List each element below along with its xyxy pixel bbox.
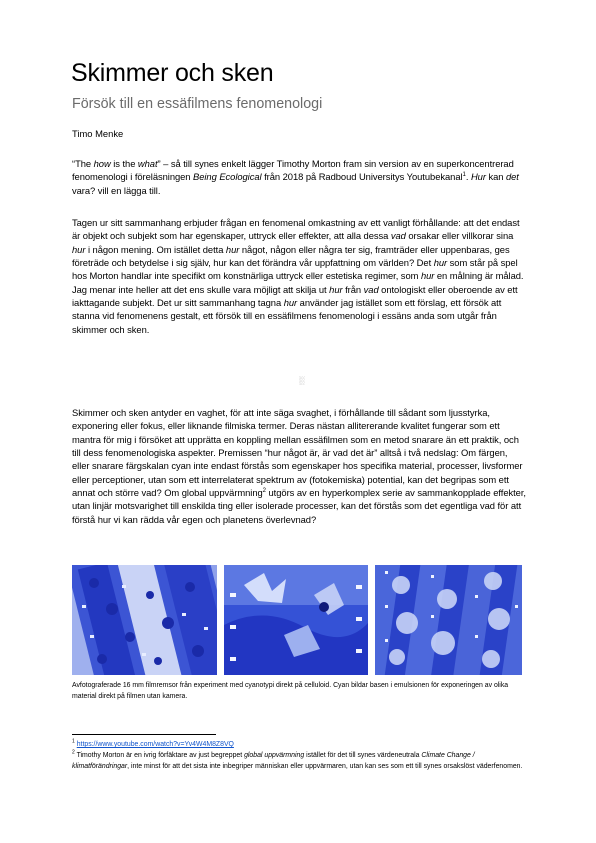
emphasis-text: hur: [72, 243, 86, 255]
text-run: en målning är målad. Jag menar inte heller att det ens skulle vara möjligt att skilja ut: [72, 270, 524, 295]
text-run: i någon mening. Om istället detta: [85, 243, 226, 255]
emphasis-text: Climate Change / klimatförändringar: [72, 752, 475, 770]
text-run: vara? vill en lägga till.: [72, 184, 161, 196]
text-run: som står på spel hos Morton handlar inte specifikt om konstnärliga uttryck eller estetiska regimer, som: [72, 257, 518, 282]
text-run: något, någon eller några ter sig, framträder eller uppenbaras, ges företräde och betydelse i sig själv, hur kan det förändra vår uppfattning om världen? Det: [72, 243, 510, 269]
paragraph-context: [72, 216, 526, 336]
emphasis-text: vad: [363, 283, 379, 295]
text-run: ontologiskt eller oberoende av ett iakttagande subjekt. Det ur sitt sammanhang tagna: [72, 283, 518, 309]
figure-caption: Avfotograferade 16 mm filmremsor från experiment med cyanotypi direkt på celluloid. Cyan bildar basen i emulsionen för exponeringen av olika material direkt på filmen utan kamera.: [72, 682, 509, 700]
footnote-1: [72, 740, 234, 750]
emphasis-text: Being Ecological: [193, 171, 262, 183]
text-run: .: [465, 171, 471, 183]
text-run: Timothy Morton är en ivrig förfäktare av just begreppet: [74, 752, 245, 759]
emphasis-text: how: [93, 158, 111, 169]
author-name: Timo Menke: [72, 128, 124, 139]
text-run: ” – så till synes enkelt lägger Timothy Morton fram sin version av en superkoncentrerad fenomenologi i föreläsningen: [72, 158, 514, 183]
text-run: “The: [72, 158, 94, 169]
document-title: Skimmer och sken: [71, 59, 274, 87]
emphasis-text: hur: [329, 283, 343, 295]
text-run: från 2018 på Radboud Universitys Youtubekanal: [261, 171, 463, 183]
text-run: istället för det till synes värdeneutrala: [304, 752, 422, 759]
footnote-1-link[interactable]: https://www.youtube.com/watch?v=Yv4W4M8Z8VQ: [76, 741, 234, 748]
emphasis-text: hur: [225, 243, 240, 255]
emphasis-text: hur: [420, 270, 435, 282]
footnote-separator: [72, 734, 216, 735]
text-run: is the: [110, 158, 138, 169]
footnote-ref: 1: [462, 172, 466, 179]
emphasis-text: hur: [433, 257, 448, 269]
text-run: använder jag istället som ett förslag, ett försök att stanna vid fenomenens gestalt, ett försök till en essäfilmens fenomenologi i essäns anda som utgår från skimmer och sken.: [72, 297, 502, 335]
footnote-ref: 2: [72, 749, 75, 756]
text-run: Tagen ur sitt sammanhang erbjuder frågan en fenomenal omkastning av ett vanligt förhållande: att det endast är objekt och subjekt som har egenskaper, uttryck eller effekter, att alla dessa: [72, 217, 520, 242]
emphasis-text: det: [505, 171, 519, 183]
emphasis-text: vad: [390, 230, 406, 242]
footnote-1-number: 1: [72, 738, 75, 745]
emphasis-text: what: [137, 158, 158, 169]
text-run: utgörs av en hyperkomplex serie av sammankopplade effekter, utan linjär motsvarighet till enskilda ting eller isolerade processer, kan det förstås som det egentliga vad för att förstå hur vi kan rädda vår egen och planetens överlevnad?: [72, 487, 526, 525]
paragraph-intro: [72, 157, 526, 197]
text-run: orsakar eller villkorar sina: [405, 230, 514, 242]
emphasis-text: hur: [283, 297, 298, 309]
cyanotype-photo-1: [72, 565, 217, 675]
emphasis-text: Hur: [470, 171, 486, 183]
text-run: kan: [485, 171, 506, 183]
emphasis-text: global uppvärmning: [244, 752, 305, 759]
footnote-2: [72, 751, 528, 773]
text-run: från: [342, 283, 364, 295]
footnote-ref: 2: [262, 487, 266, 494]
text-run: Skimmer och sken antyder en vaghet, för att inte säga svaghet, i förhållande till sådant som ljusstyrka, exponering eller fokus, eller liknande filmiska termer. Deras nästan allitererande kvalitet fungerar som ett mantra för mig i försöket att upprätta en koppling mellan essäfilmen som en metod snarare än ett praktik, och till dess fenomenologiska aspekter. Premissen “hur något är, är vad det är” alltså i två nedslag: Om färgen, eller snarare färgskalan cyan inte endast förstås som egenskaper hos specifika material, processer, livsformer eller perceptioner, utan som ett interrelaterat spektrum av (fotokemiska) potential, kan det begripas som ett annat och större vad? Om global uppvärmning: [72, 407, 523, 499]
section-divider-glyph: ░: [298, 376, 305, 385]
document-subtitle: Försök till en essäfilmens fenomenologi: [72, 96, 323, 112]
paragraph-shimmer: [72, 406, 526, 526]
cyanotype-photo-3: [375, 565, 522, 675]
text-run: , inte minst för att det sista inte inbegriper människan eller uppvärmaren, utan kan ses som ett till synes orsakslöst väderfenomen.: [127, 762, 523, 770]
cyanotype-photo-2: [224, 565, 368, 675]
